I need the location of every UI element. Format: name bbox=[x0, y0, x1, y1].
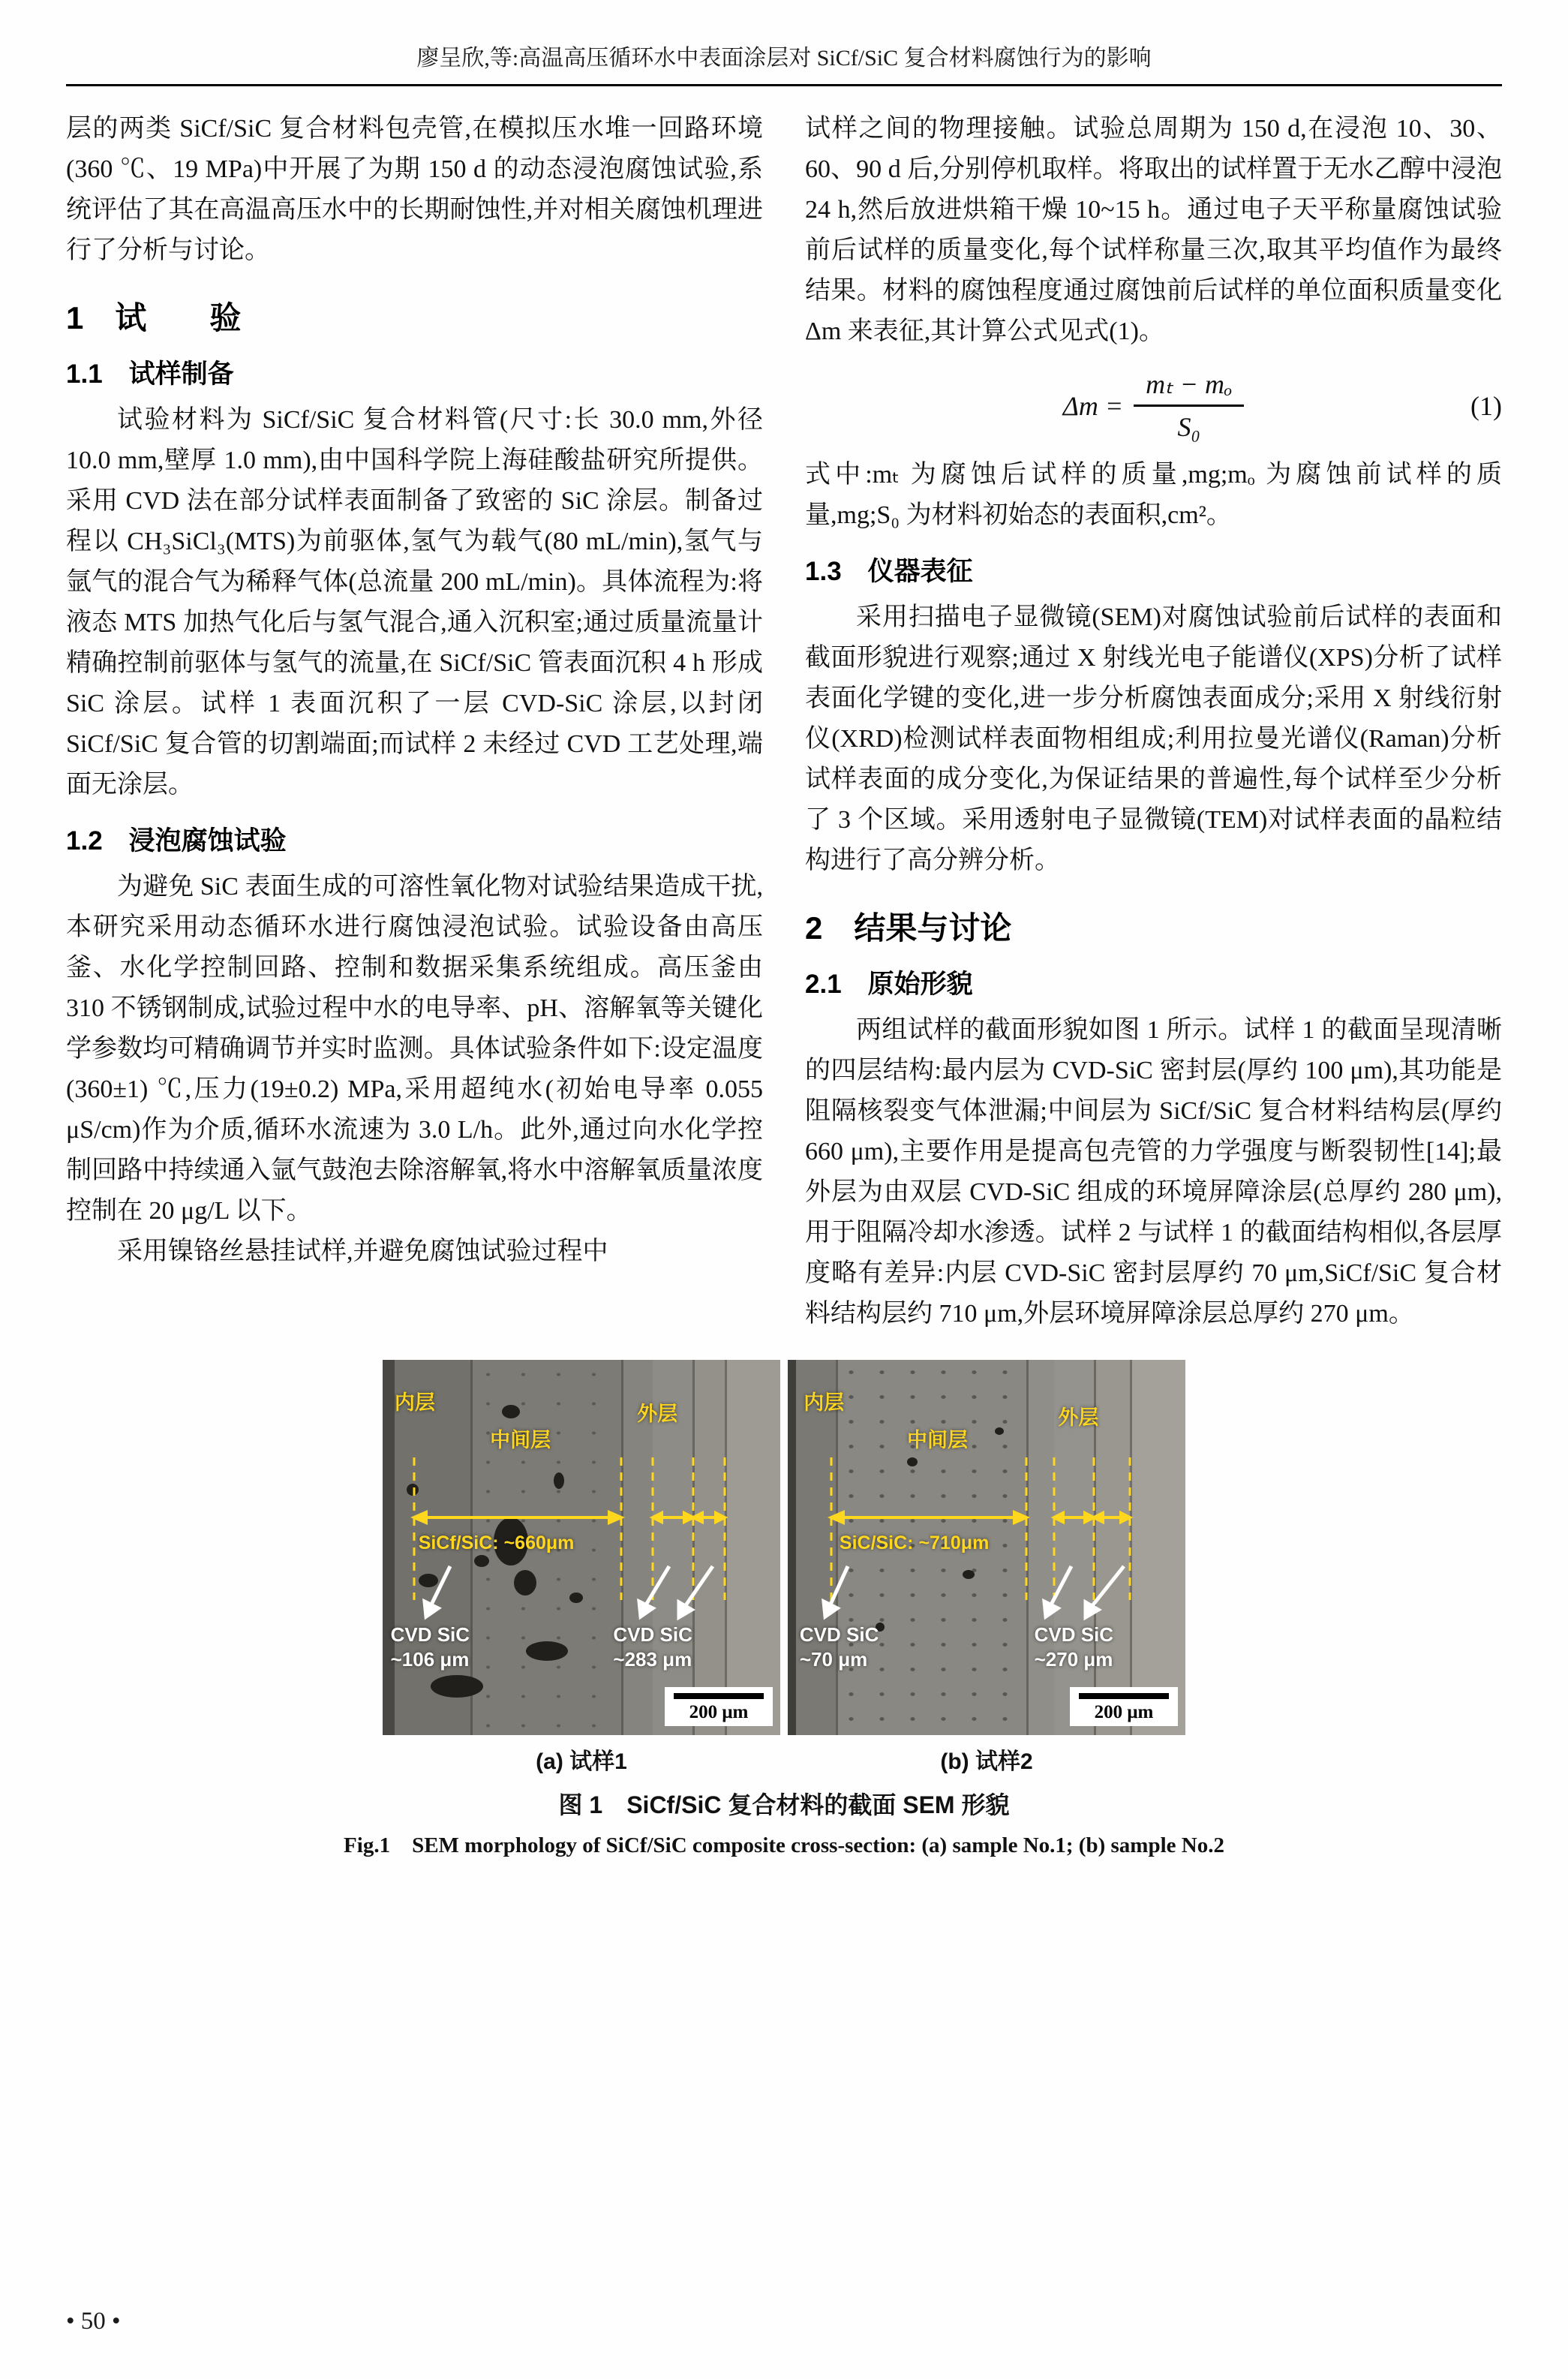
subsection-heading-sample-prep: 1.1 试样制备 bbox=[66, 359, 234, 389]
layer-label-inner: 内层 bbox=[804, 1391, 845, 1414]
layer-label-outer: 外层 bbox=[1058, 1406, 1099, 1429]
figure-caption-english: Fig.1 SEM morphology of SiCf/SiC composite cross-section: (a) sample No.1; (b) sample No.2 bbox=[344, 1833, 1224, 1857]
scale-bar-line bbox=[1079, 1693, 1169, 1699]
equation-numerator: mₜ − mₒ bbox=[1134, 368, 1244, 407]
equation-number: (1) bbox=[1470, 390, 1502, 421]
inner-thickness-note bbox=[800, 1623, 879, 1671]
scale-bar bbox=[1070, 1687, 1178, 1726]
section-heading-results: 2 结果与讨论 bbox=[805, 910, 1012, 946]
content-columns bbox=[66, 109, 1502, 1334]
sem-panel-sample1 bbox=[383, 1360, 780, 1735]
inner-note-line2: ~106 μm bbox=[390, 1647, 470, 1671]
paragraph-intro: 层的两类 SiCf/SiC 复合材料包壳管,在模拟压水堆一回路环境(360 ℃、19 MPa)中开展了为期 150 d 的动态浸泡腐蚀试验,系统评估了其在高温高压水中的长期耐蚀性,并对相关腐蚀机理进行了分析与讨论。 bbox=[66, 115, 763, 264]
layer-label-inner: 内层 bbox=[394, 1391, 435, 1414]
middle-thickness-label: SiC/SiC: ~710μm bbox=[839, 1532, 990, 1553]
figure-subcaptions bbox=[0, 1743, 1568, 1776]
equation-fraction bbox=[1134, 368, 1244, 443]
scale-bar-line bbox=[674, 1693, 764, 1699]
outer-note-line2: ~270 μm bbox=[1034, 1647, 1113, 1671]
inner-note-line2: ~70 μm bbox=[799, 1647, 868, 1671]
right-column bbox=[805, 109, 1502, 1334]
paragraph-morphology: 两组试样的截面形貌如图 1 所示。试样 1 的截面呈现清晰的四层结构:最内层为 CVD-SiC 密封层(厚约 100 μm),其功能是阻隔核裂变气体泄漏;中间层为 SiCf/SiC 复合材料结构层(厚约 660 μm),主要作用是提高包壳管的力学强度与断裂韧性[14];最外层为由双层 CVD-SiC 组成的环境屏障涂层(总厚约 280 μm),用于阻隔冷却水渗透。试样 2 与试样 1 的截面结构相似,各层厚度略有差异:内层 CVD-SiC 密封层厚约 70 μm,SiCf/SiC 复合材料结构层约 710 μm,外层环境屏障涂层总厚约 270 μm。 bbox=[805, 1016, 1502, 1328]
subcaption-a: (a) 试样1 bbox=[536, 1749, 627, 1774]
layer-label-middle: 中间层 bbox=[907, 1429, 968, 1451]
equation-lhs: Δm = bbox=[1062, 390, 1124, 421]
subsection-heading-morphology: 2.1 原始形貌 bbox=[805, 970, 973, 999]
paragraph-instruments: 采用扫描电子显微镜(SEM)对腐蚀试验前后试样的表面和截面形貌进行观察;通过 X 射线光电子能谱仪(XPS)分析了试样表面化学键的变化,进一步分析腐蚀表面成分;采用 X 射线衍射仪(XRD)检测试样表面物相组成;利用拉曼光谱仪(Raman)分析试样表面的成分变化,为保证结果的普遍性,每个试样至少分析了 3 个区域。采用透射电子显微镜(TEM)对试样表面的晶粒结构进行了高分辨分析。 bbox=[805, 603, 1502, 874]
left-column bbox=[66, 109, 763, 1334]
page-number: • 50 • bbox=[66, 2308, 121, 2335]
subsection-heading-immersion-test: 1.2 浸泡腐蚀试验 bbox=[66, 826, 287, 856]
subsection-heading-instruments: 1.3 仪器表征 bbox=[805, 557, 973, 586]
equation-denominator: S₀ bbox=[1177, 412, 1200, 442]
paragraph-formula-terms: 式中:mₜ 为腐蚀后试样的质量,mg;mₒ 为腐蚀前试样的质量,mg;S₀ 为材料初始态的表面积,cm²。 bbox=[805, 461, 1502, 529]
paragraph-sample-prep: 试验材料为 SiCf/SiC 复合材料管(尺寸:长 30.0 mm,外径 10.0 mm,壁厚 1.0 mm),由中国科学院上海硅酸盐研究所提供。采用 CVD 法在部分试样表面制备了致密的 SiC 涂层。制备过程以 CH₃SiCl₃(MTS)为前驱体,氢气为载气(80 mL/min),氢气与氩气的混合气为稀释气体(总流量 200 mL/min)。具体流程为:将液态 MTS 加热气化后与氢气混合,通入沉积室;通过质量流量计精确控制前驱体与氢气的流量,在 SiCf/SiC 管表面沉积 4 h 形成 SiC 涂层。试样 1 表面沉积了一层 CVD-SiC 涂层,以封闭 SiCf/SiC 复合管的切割端面;而试样 2 未经过 CVD 工艺处理,端面无涂层。 bbox=[66, 406, 763, 799]
paragraph-test-procedure: 试样之间的物理接触。试验总周期为 150 d,在浸泡 10、30、60、90 d 后,分别停机取样。将取出的试样置于无水乙醇中浸泡 24 h,然后放进烘箱干燥 10~15 h。通过电子天平称量腐蚀试验前后试样的质量变化,每个试样称量三次,取其平均值作为最终结果。材料的腐蚀程度通过腐蚀前后试样的单位面积质量变化 Δm 来表征,其计算公式见式(1)。 bbox=[805, 115, 1502, 345]
subcaption-b: (b) 试样2 bbox=[940, 1749, 1033, 1774]
layer-label-middle: 中间层 bbox=[490, 1429, 551, 1451]
outer-thickness-note bbox=[613, 1623, 692, 1671]
sem-panel-sample2 bbox=[788, 1360, 1185, 1735]
inner-note-line1: CVD SiC bbox=[390, 1623, 470, 1646]
middle-thickness-label: SiCf/SiC: ~660μm bbox=[418, 1532, 575, 1553]
running-head-text: 廖呈欣,等:高温高压循环水中表面涂层对 SiCf/SiC 复合材料腐蚀行为的影响 bbox=[416, 46, 1152, 71]
figure-1 bbox=[0, 1360, 1568, 1859]
outer-note-line1: CVD SiC bbox=[613, 1623, 692, 1646]
outer-note-line1: CVD SiC bbox=[1034, 1623, 1114, 1646]
scale-bar bbox=[665, 1687, 773, 1726]
outer-note-line2: ~283 μm bbox=[613, 1647, 692, 1671]
figure-panels bbox=[0, 1360, 1568, 1735]
scale-bar-label: 200 μm bbox=[689, 1702, 749, 1722]
figure-caption-chinese: 图 1 SiCf/SiC 复合材料的截面 SEM 形貌 bbox=[558, 1791, 1010, 1818]
paragraph-immersion-test: 为避免 SiC 表面生成的可溶性氧化物对试验结果造成干扰,本研究采用动态循环水进行腐蚀浸泡试验。试验设备由高压釜、水化学控制回路、控制和数据采集系统组成。高压釜由 310 不锈钢制成,试验过程中水的电导率、pH、溶解氧等关键化学参数均可精确调节并实时监测。具体试验条件如下:设定温度(360±1) ℃,压力(19±0.2) MPa,采用超纯水(初始电导率 0.055 μS/cm)作为介质,循环水流速为 3.0 L/h。此外,通过向水化学控制回路中持续通入氩气鼓泡去除溶解氧,将水中溶解氧质量浓度控制在 20 μg/L 以下。 bbox=[66, 873, 763, 1225]
inner-thickness-note bbox=[391, 1623, 470, 1671]
layer-label-outer: 外层 bbox=[637, 1403, 678, 1425]
equation-1 bbox=[805, 368, 1502, 443]
running-head bbox=[66, 0, 1502, 86]
inner-note-line1: CVD SiC bbox=[799, 1623, 879, 1646]
section-heading-experiment: 1 试 验 bbox=[66, 300, 242, 335]
outer-thickness-note bbox=[1035, 1623, 1113, 1671]
scale-bar-label: 200 μm bbox=[1094, 1702, 1154, 1722]
paragraph-suspension: 采用镍铬丝悬挂试样,并避免腐蚀试验过程中 bbox=[117, 1238, 608, 1265]
